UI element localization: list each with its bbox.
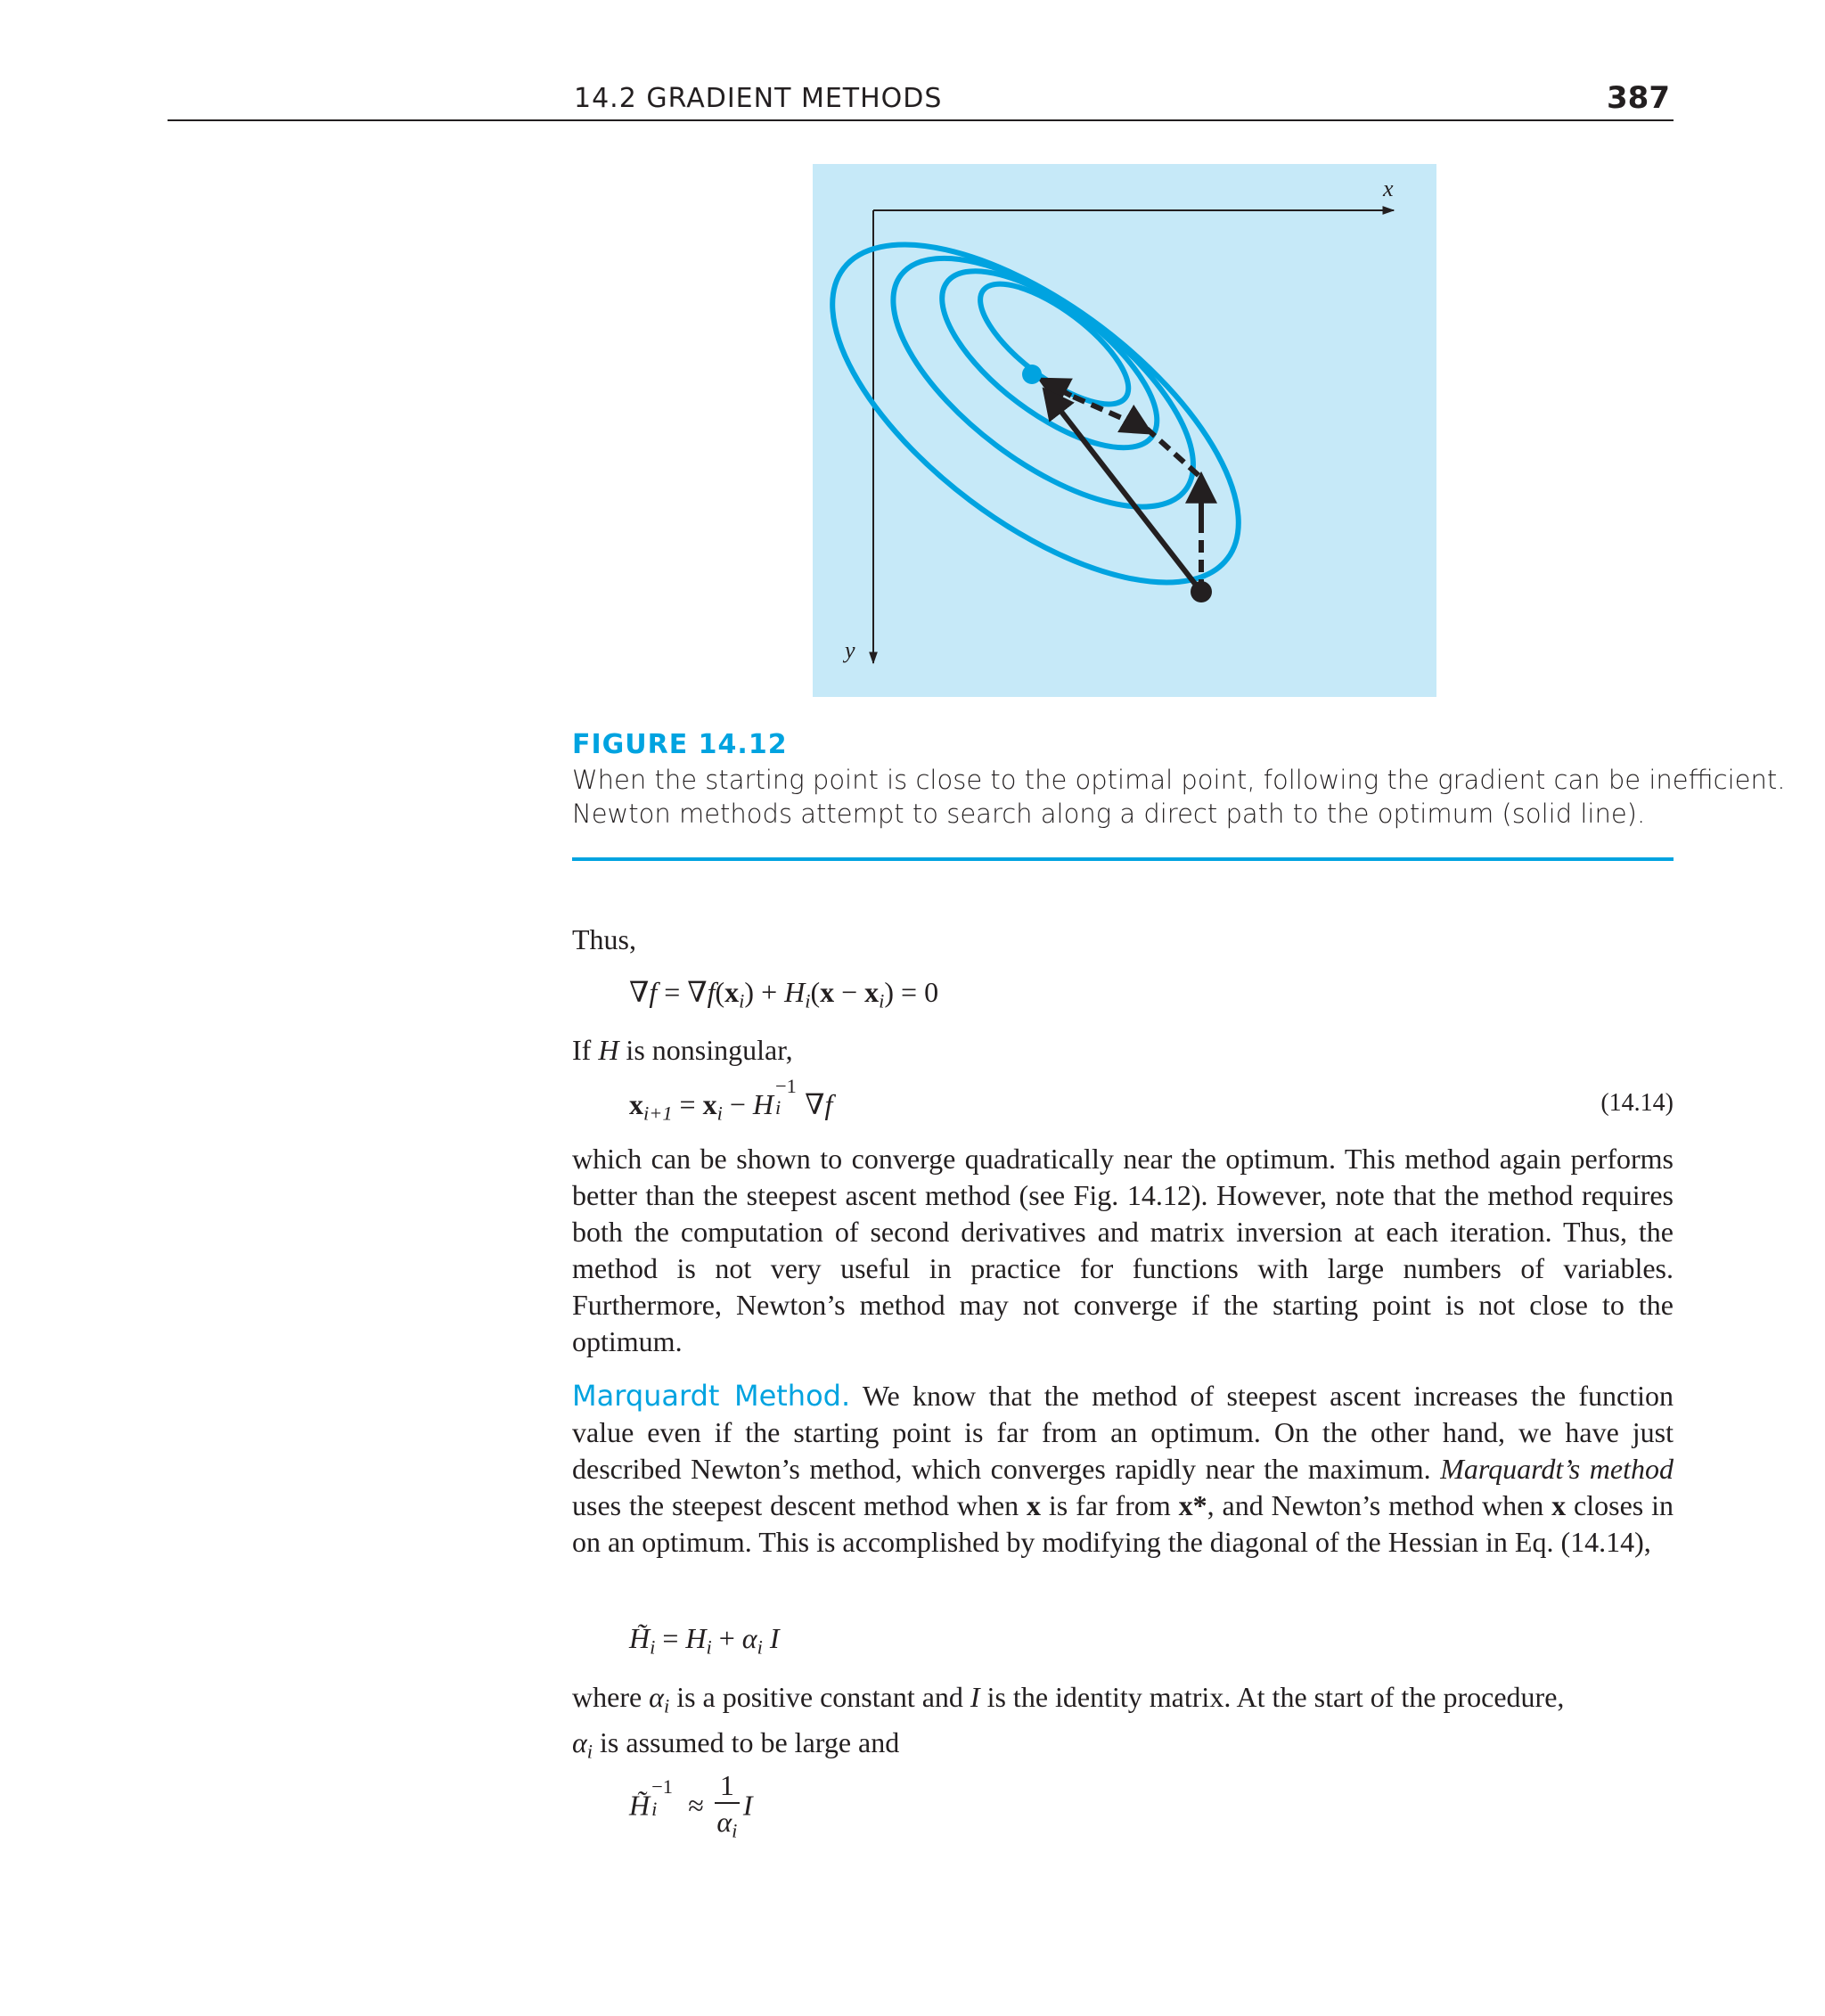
marquardt-heading: Marquardt Method. (572, 1379, 851, 1413)
running-head (168, 78, 1674, 121)
page-number: 387 (1607, 80, 1670, 116)
equation-modified-hessian: $H̃_i = H_i + \alpha_i$ I (629, 1622, 780, 1659)
equation-gradient: $\nabla f = \nabla f(x_i) + H_i(x - x_i) = 0$ (629, 976, 939, 1012)
equation-14-14: $x_{i+1} = x_i - H$ −1 i ∇f (629, 1074, 833, 1125)
section-title: 14.2 GRADIENT METHODS (574, 83, 943, 114)
starting-point (1191, 581, 1212, 602)
caption-rule (572, 857, 1674, 861)
figure-label: FIGURE 14.12 (572, 729, 788, 760)
paragraph-alpha: where $\alpha_i$ is a positive constant and I is the identity matrix. At the start of the procedure, $\alpha_i$ is assumed to be large and (572, 1681, 1565, 1763)
caption-line-2: Newton methods attempt to search along a direct path to the optimum (solid line). (572, 799, 1646, 829)
thus-line: Thus, (572, 923, 636, 955)
paragraph-marquardt: Marquardt Method. We know that the method of steepest ascent increases the function value even if the starting point is far from an optimum. On the other hand, we have just described Newton’s method, which converges rapidly near the maximum. Marquardt’s method uses the steepest descent method when x is far from x*, and Newton’s method when x closes in on an optimum. This is accomplished by modifying the diagonal of the Hessian in Eq. (14.14), (572, 1379, 1674, 1558)
gradient-arrow-2 (1126, 419, 1148, 431)
if-h-line: If H is nonsingular, (572, 1034, 793, 1066)
figure-14-12-panel (813, 164, 1436, 697)
contour-lines (813, 182, 1293, 645)
paragraph-newton: which can be shown to converge quadratically near the optimum. This method again performs better than the steepest ascent method (see Fig. 14.12). However, note that the method requires both the computation of second derivatives and matrix inversion at each iteration. Thus, the method is not very useful in practice for functions with large numbers of variables. Furthermore, Newton’s method may not converge if the starting point is not close to the optimum. (572, 1143, 1674, 1357)
optimum-point (1022, 365, 1042, 384)
y-axis-label: y (845, 637, 855, 663)
x-axis-label: x (1383, 176, 1394, 201)
newton-path (1046, 392, 1201, 592)
contour-1 (813, 182, 1293, 645)
caption-line-1: When the starting point is close to the optimal point, following the gradient can be inefficient. (572, 765, 1786, 795)
fraction: $\frac{1}{\alpha_i}$ (715, 1768, 740, 1849)
equation-inverse-approx: H̃ −1 i ≈ $\frac{1}{\alpha_i}$ I (629, 1768, 753, 1849)
equation-number: (14.14) (1600, 1089, 1674, 1117)
contour-diagram (813, 164, 1436, 697)
